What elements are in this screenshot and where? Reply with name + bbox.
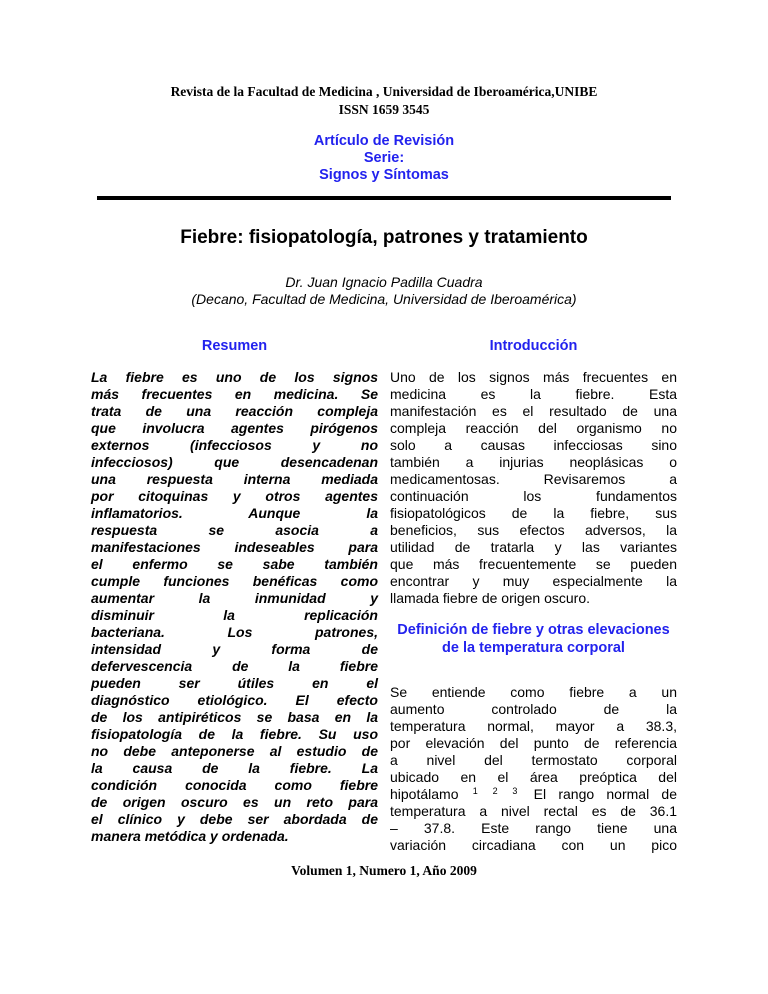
introduccion-section	[390, 337, 677, 854]
text-line: condición conocida como fiebre	[91, 777, 378, 793]
text-line: llamada fiebre de origen oscuro.	[390, 590, 591, 606]
text-line: manera metódica y ordenada.	[91, 828, 289, 844]
text-line: beneficios, sus efectos adversos, la	[390, 522, 677, 538]
article-title: Fiebre: fisiopatología, patrones y tratamiento	[180, 227, 588, 248]
article-type-label: Artículo de Revisión	[313, 133, 455, 149]
article-type-block	[91, 133, 677, 184]
text-line: manifestación es el resultado de una	[390, 403, 677, 419]
text-line: que más frecuentemente se pueden	[390, 556, 677, 572]
text-line: encontrar y muy especialmente la	[390, 573, 677, 589]
text-line: no debe anteponerse al estudio de	[91, 743, 378, 759]
text-line: cumple funciones benéficas como	[91, 573, 378, 589]
text-line: pueden ser útiles en el	[91, 675, 378, 691]
text-line: fisiopatológicos de la fiebre, sus	[390, 505, 677, 521]
reference-superscript: 1 2 3	[472, 786, 520, 796]
definicion-reference-line	[390, 786, 677, 803]
text-line: infecciosos) que desencadenan	[91, 454, 378, 470]
author-block	[91, 274, 677, 307]
text-line: más frecuentes en medicina. Se	[91, 386, 378, 402]
ref-line-before: hipotálamo	[390, 786, 459, 802]
journal-title: Revista de la Facultad de Medicina , Universidad de Iberoamérica,UNIBE	[170, 84, 598, 99]
ref-line-after: El rango normal de	[533, 786, 677, 802]
text-line: de los antipiréticos se basa en la	[91, 709, 378, 725]
text-line: intensidad y forma de	[91, 641, 378, 657]
text-line: Se entiende como fiebre a un	[390, 684, 677, 700]
text-line: respuesta se asocia a	[91, 522, 378, 538]
definicion-body-top	[390, 684, 677, 786]
text-line: por elevación del punto de referencia	[390, 735, 677, 751]
text-line: continuación los fundamentos	[390, 488, 677, 504]
text-line: compleja reacción del organismo no	[390, 420, 677, 436]
introduccion-heading: Introducción	[489, 338, 578, 354]
text-line: temperatura normal, mayor a 38.3,	[390, 718, 677, 734]
text-line: fisiopatología de la fiebre. Su uso	[91, 726, 378, 742]
two-column-body	[91, 337, 677, 854]
text-line: aumentar la inmunidad y	[91, 590, 378, 606]
text-line: ubicado en el área preóptica del	[390, 769, 677, 785]
definicion-body-bottom	[390, 803, 677, 854]
text-line: a nivel del termostato corporal	[390, 752, 677, 768]
text-line: medicamentosas. Revisaremos a	[390, 471, 677, 487]
text-line: – 37.8. Este rango tiene una	[390, 820, 677, 836]
journal-header	[91, 83, 677, 119]
text-line: trata de una reacción compleja	[91, 403, 378, 419]
definicion-heading: Definición de fiebre y otras elevaciones de la temperatura corporal	[397, 622, 670, 656]
text-line: externos (infecciosos y no	[91, 437, 378, 453]
journal-issn: ISSN 1659 3545	[338, 102, 430, 117]
text-line: Uno de los signos más frecuentes en	[390, 369, 677, 385]
resumen-section	[91, 337, 378, 854]
series-name: Signos y Síntomas	[319, 167, 449, 183]
text-line: disminuir la replicación	[91, 607, 378, 623]
text-line: el clínico y debe ser abordada de	[91, 811, 378, 827]
text-line: bacteriana. Los patrones,	[91, 624, 378, 640]
author-affiliation: (Decano, Facultad de Medicina, Universidad de Iberoamérica)	[191, 290, 577, 307]
text-line: inflamatorios. Aunque la	[91, 505, 378, 521]
divider-rule	[97, 196, 671, 200]
text-line: La fiebre es uno de los signos	[91, 369, 378, 385]
text-line: temperatura a nivel rectal es de 36.1	[390, 803, 677, 819]
text-line: el enfermo se sabe también	[91, 556, 378, 572]
author-name: Dr. Juan Ignacio Padilla Cuadra	[285, 274, 483, 290]
text-line: utilidad de tratarla y las variantes	[390, 539, 677, 555]
resumen-heading: Resumen	[201, 338, 268, 354]
text-line: la causa de la fiebre. La	[91, 760, 378, 776]
resumen-body	[91, 369, 378, 845]
text-line: aumento controlado de la	[390, 701, 677, 717]
text-line: de origen oscuro es un reto para	[91, 794, 378, 810]
text-line: que involucra agentes pirógenos	[91, 420, 378, 436]
volume-info: Volumen 1, Numero 1, Año 2009	[291, 863, 477, 878]
text-line: solo a causas infecciosas sino	[390, 437, 677, 453]
page-footer	[91, 862, 677, 880]
text-line: una respuesta interna mediada	[91, 471, 378, 487]
text-line: medicina es la fiebre. Esta	[390, 386, 677, 402]
text-line: defervescencia de la fiebre	[91, 658, 378, 674]
introduccion-body	[390, 369, 677, 607]
text-line: variación circadiana con un pico	[390, 837, 677, 853]
text-line: diagnóstico etiológico. El efecto	[91, 692, 378, 708]
text-line: manifestaciones indeseables para	[91, 539, 378, 555]
text-line: por citoquinas y otros agentes	[91, 488, 378, 504]
series-label: Serie:	[363, 150, 405, 166]
text-line: también a injurias neoplásicas o	[390, 454, 677, 470]
